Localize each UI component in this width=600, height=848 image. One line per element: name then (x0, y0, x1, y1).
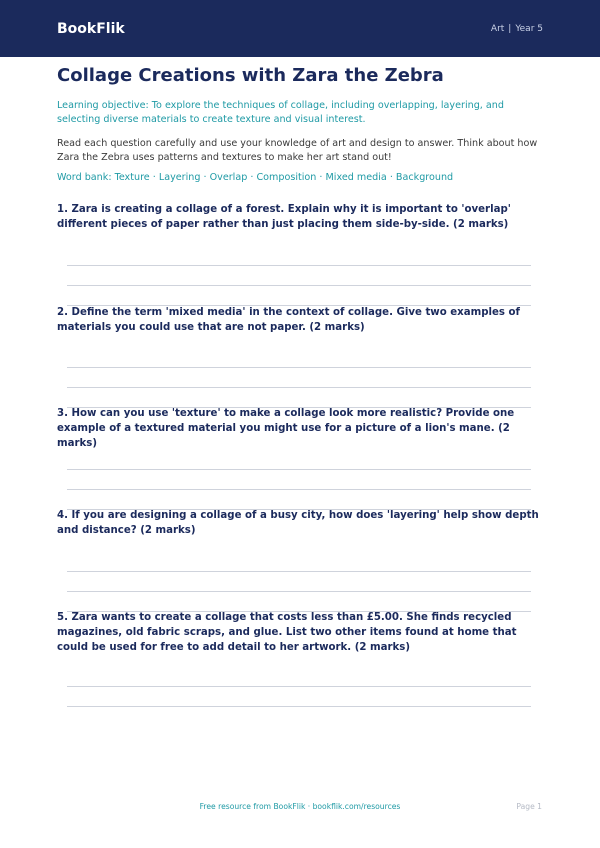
answer-line[interactable] (67, 571, 531, 572)
question-3: 3. How can you use 'texture' to make a collage look more realistic? Provide one example of a textured material you might use for a picture of a lion's mane. (2 marks) (57, 408, 515, 449)
site-header (0, 0, 600, 57)
year-label: Year 5 (515, 23, 543, 34)
answer-line[interactable] (67, 591, 531, 592)
footer-resource-link[interactable]: Free resource from BookFlik · bookflik.com/resources (199, 802, 401, 811)
brand-logo[interactable]: BookFlik (57, 20, 125, 37)
question-4: 4. If you are designing a collage of a busy city, how does 'layering' help show depth and distance? (2 marks) (57, 510, 539, 536)
subject-label: Art (490, 23, 505, 34)
question-5: 5. Zara wants to create a collage that costs less than £5.00. She finds recycled magazines, old fabric scraps, and glue. List two other items found at home that could be used for free to add detail to her artwork. (2 marks) (57, 612, 517, 653)
worksheet-title: Collage Creations with Zara the Zebra (57, 65, 444, 86)
meta-separator: | (508, 23, 512, 34)
page-number: Page 1 (516, 802, 542, 811)
answer-line[interactable] (67, 489, 531, 490)
answer-line[interactable] (67, 706, 531, 707)
answer-line[interactable] (67, 469, 531, 470)
question-1: 1. Zara is creating a collage of a forest. Explain why it is important to 'overlap' different pieces of paper rather than just placing them side-by-side. (2 marks) (57, 204, 511, 230)
instructions: Read each question carefully and use your knowledge of art and design to answer. Think about how Zara the Zebra uses patterns and textures to make her art stand out! (57, 138, 538, 163)
learning-objective: Learning objective: To explore the techniques of collage, including overlapping, layering, and selecting diverse materials to create texture and visual interest. (57, 100, 504, 125)
answer-line[interactable] (67, 285, 531, 286)
subject-year-label (491, 24, 543, 34)
question-2: 2. Define the term 'mixed media' in the context of collage. Give two examples of materials you could use that are not paper. (2 marks) (57, 307, 520, 333)
answer-line[interactable] (67, 265, 531, 266)
answer-line[interactable] (67, 686, 531, 687)
answer-line[interactable] (67, 387, 531, 388)
answer-line[interactable] (67, 367, 531, 368)
word-bank: Word bank: Texture · Layering · Overlap · Composition · Mixed media · Background (57, 172, 454, 183)
